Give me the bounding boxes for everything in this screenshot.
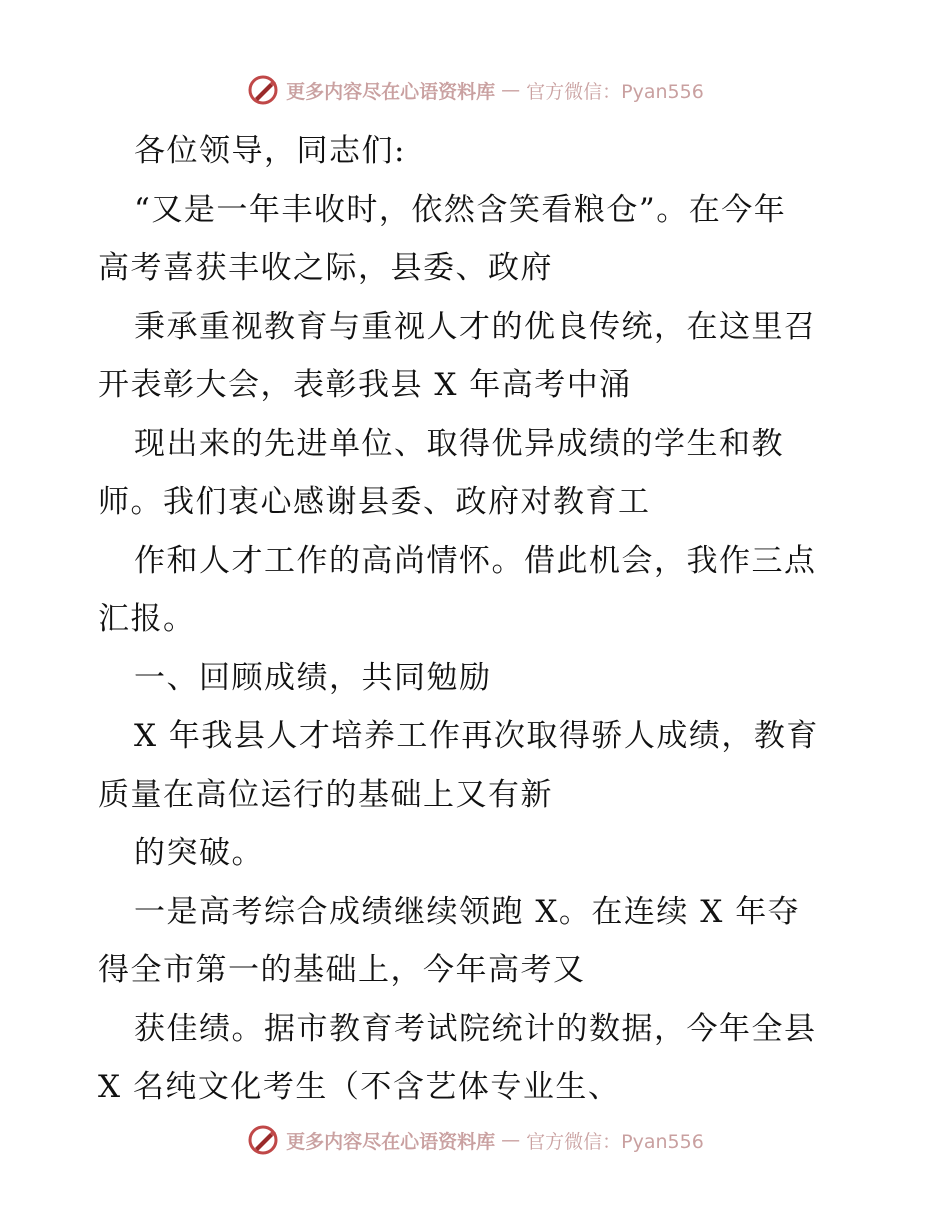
header-banner-main: 更多内容尽在心语资料库	[286, 80, 496, 103]
text-line: 一是高考综合成绩继续领跑 X。在连续 X 年夺	[134, 893, 801, 930]
text-line: 质量在高位运行的基础上又有新	[98, 776, 553, 813]
footer-banner-separator: —	[501, 1129, 521, 1151]
text-line: “又是一年丰收时，依然含笑看粮仓”。在今年	[134, 191, 787, 228]
text-line: 一、回顾成绩，共同勉励	[134, 659, 492, 696]
text-line: 开表彰大会，表彰我县 X 年高考中涌	[98, 367, 632, 403]
footer-banner-wechat: 官方微信：Pyan556	[526, 1130, 704, 1153]
text-line: 师。我们衷心感谢县委、政府对教育工	[98, 484, 651, 520]
text-line: 各位领导，同志们:	[134, 133, 406, 169]
text-line: 现出来的先进单位、取得优异成绩的学生和教	[134, 425, 784, 462]
text-line: X 名纯文化考生（不含艺体专业生、	[98, 1069, 621, 1105]
footer-banner	[0, 1120, 950, 1160]
header-banner-separator: —	[501, 79, 521, 101]
document-body	[98, 122, 858, 1117]
text-line: 高考喜获丰收之际，县委、政府	[98, 250, 553, 286]
text-line: 作和人才工作的高尚情怀。借此机会，我作三点	[134, 542, 817, 579]
text-line: 的突破。	[134, 835, 264, 871]
footer-banner-main: 更多内容尽在心语资料库	[286, 1130, 496, 1153]
header-banner	[0, 70, 950, 110]
header-banner-wechat: 官方微信：Pyan556	[526, 80, 704, 103]
text-line: 得全市第一的基础上，今年高考又	[98, 952, 586, 988]
text-line: X 年我县人才培养工作再次取得骄人成绩，教育	[134, 718, 819, 754]
pen-logo-icon	[246, 1123, 280, 1157]
text-line: 汇报。	[98, 601, 196, 637]
text-line: 获佳绩。据市教育考试院统计的数据，今年全县	[134, 1010, 817, 1047]
text-line: 秉承重视教育与重视人才的优良传统，在这里召	[134, 308, 817, 345]
pen-logo-icon	[246, 73, 280, 107]
